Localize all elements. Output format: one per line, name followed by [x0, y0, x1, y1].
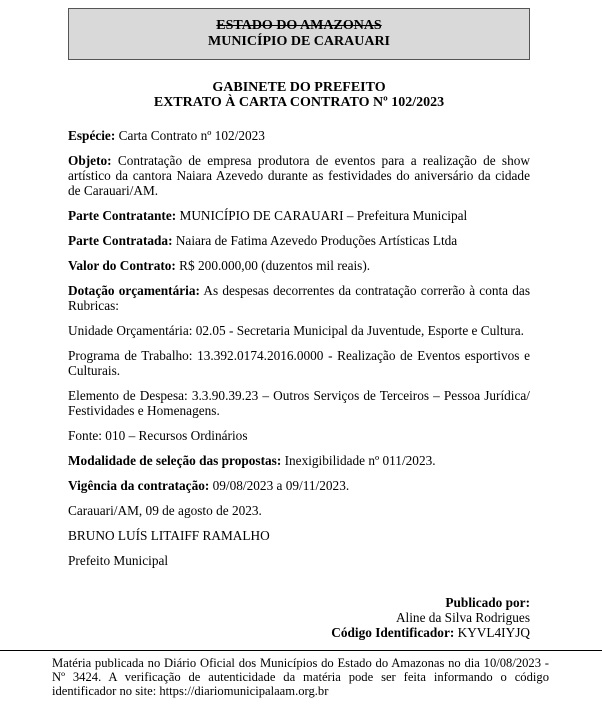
- state-name: ESTADO DO AMAZONAS: [216, 18, 382, 33]
- publisher-name: Aline da Silva Rodrigues: [395, 610, 530, 625]
- field-contratada: Parte Contratada: Naiara de Fatima Azevedo Produções Artísticas Ltda: [68, 233, 458, 248]
- signatory-role: Prefeito Municipal: [68, 553, 169, 568]
- code-value: KYVL4IYJQ: [454, 625, 530, 640]
- code-label: Código Identificador:: [331, 625, 455, 640]
- place-date: Carauari/AM, 09 de agosto de 2023.: [68, 503, 262, 518]
- field-fonte: Fonte: 010 – Recursos Ordinários: [68, 428, 248, 443]
- footer-note: Matéria publicada no Diário Oficial dos Municípios do Estado do Amazonas no dia 10/08/2023 - Nº 3424. A verificação de autenticidade da matéria pode ser feita informando o código identificador no site: https://diariomunicipalaam.org.br: [52, 656, 549, 698]
- municipality-name: MUNICÍPIO DE CARAUARI: [208, 34, 390, 49]
- field-especie: Espécie: Carta Contrato nº 102/2023: [68, 128, 265, 143]
- field-contratante: Parte Contratante: MUNICÍPIO DE CARAUARI – Prefeitura Municipal: [68, 208, 468, 223]
- field-modalidade: Modalidade de seleção das propostas: Inexigibilidade nº 011/2023.: [68, 453, 436, 468]
- field-elemento: Elemento de Despesa: 3.3.90.39.23 – Outros Serviços de Terceiros – Pessoa Jurídica/ Festividades e Homenagens.: [68, 388, 530, 418]
- field-vigencia: Vigência da contratação: 09/08/2023 a 09/11/2023.: [68, 478, 350, 493]
- footer-divider: [0, 650, 602, 651]
- document-title: [68, 80, 530, 110]
- signatory-name: BRUNO LUÍS LITAIFF RAMALHO: [68, 528, 270, 543]
- published-by-label: Publicado por:: [445, 595, 530, 610]
- field-unidade: Unidade Orçamentária: 02.05 - Secretaria Municipal da Juventude, Esporte e Cultura.: [68, 323, 524, 338]
- publication-info: [68, 595, 530, 640]
- document-body: [68, 128, 530, 578]
- field-valor: Valor do Contrato: R$ 200.000,00 (duzentos mil reais).: [68, 258, 371, 273]
- extract-title: EXTRATO À CARTA CONTRATO Nº 102/2023: [153, 95, 445, 110]
- office-name: GABINETE DO PREFEITO: [212, 80, 386, 95]
- field-objeto: Objeto: Contratação de empresa produtora de eventos para a realização de show artístico da cantora Naiara Azevedo durante as festividades do aniversário da cidade de Carauari/AM.: [68, 153, 530, 198]
- field-dotacao: Dotação orçamentária: As despesas decorrentes da contratação correrão à conta das Rubricas:: [68, 283, 530, 313]
- header-box: [68, 8, 530, 60]
- field-programa: Programa de Trabalho: 13.392.0174.2016.0000 - Realização de Eventos esportivos e Culturais.: [68, 348, 530, 378]
